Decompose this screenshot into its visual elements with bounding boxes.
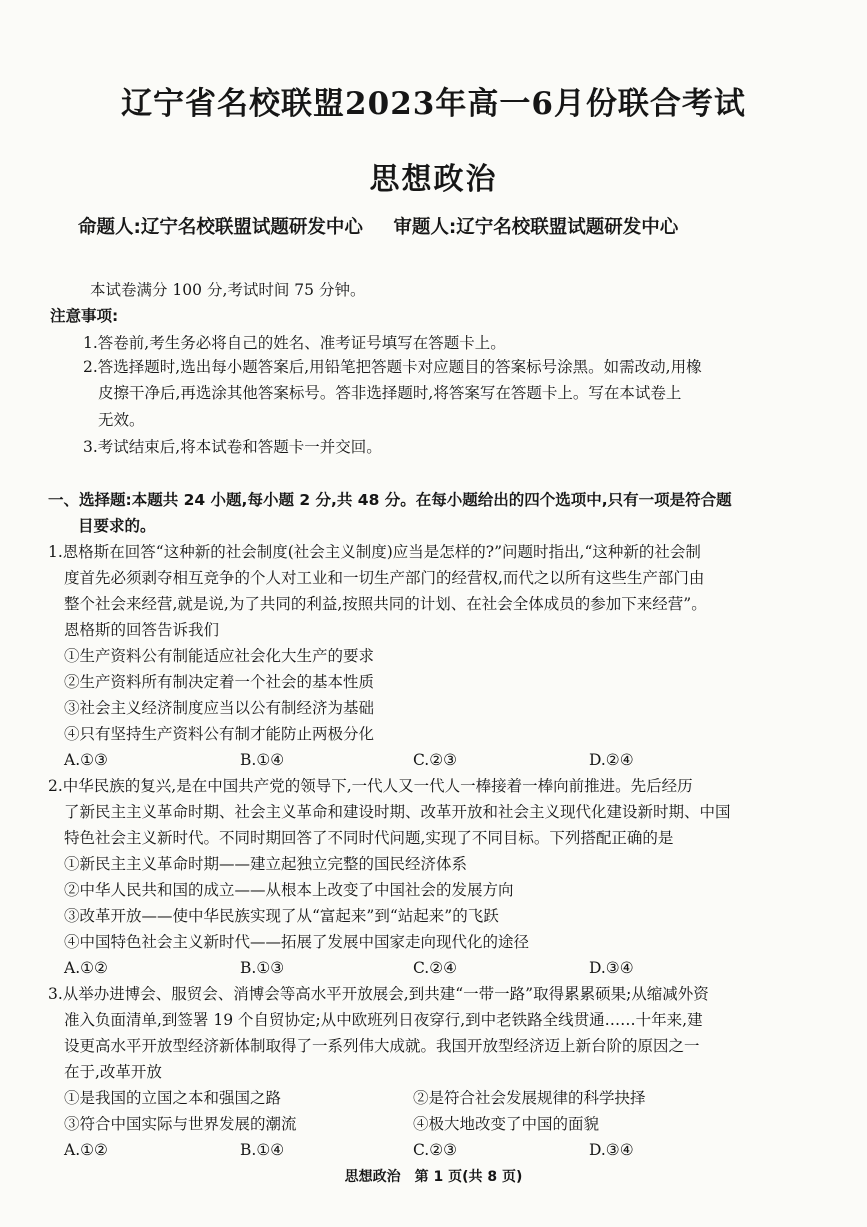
q1-statement-1: ①生产资料公有制能适应社会化大生产的要求 [64, 647, 375, 665]
q1-statement-4: ④只有坚持生产资料公有制才能防止两极分化 [64, 725, 375, 743]
section-heading-line-2: 目要求的。 [78, 517, 156, 535]
q2-stem-line-1: 2.中华民族的复兴,是在中国共产党的领导下,一代人又一代人一棒接着一棒向前推进。先后经历 [48, 777, 693, 795]
reviewer-text: 审题人:辽宁名校联盟试题研发中心 [393, 217, 679, 238]
q1-stem-line-3: 整个社会来经营,就是说,为了共同的利益,按照共同的计划、在社会全体成员的参加下来经营”。 [64, 595, 707, 613]
q3-option-b: B.①④ [240, 1141, 285, 1159]
exam-title: 辽宁省名校联盟2023年高一6月份联合考试 [121, 86, 746, 122]
q2-statement-1: ①新民主主义革命时期——建立起独立完整的国民经济体系 [64, 855, 468, 873]
note-3: 3.考试结束后,将本试卷和答题卡一并交回。 [83, 438, 382, 456]
q3-option-a: A.①② [64, 1141, 108, 1159]
note-1: 1.答卷前,考生务必将自己的姓名、准考证号填写在答题卡上。 [83, 334, 506, 352]
q1-option-c: C.②③ [413, 751, 458, 769]
section-heading-line-1: 一、选择题:本题共 24 小题,每小题 2 分,共 48 分。在每小题给出的四个选项中,只有一项是符合题 [48, 491, 732, 509]
q1-option-a: A.①③ [64, 751, 108, 769]
score-time-text: 本试卷满分 100 分,考试时间 75 分钟。 [90, 281, 366, 299]
q1-option-b: B.①④ [240, 751, 285, 769]
q3-option-d: D.③④ [589, 1141, 634, 1159]
note-2-line-2: 皮擦干净后,再选涂其他答案标号。答非选择题时,将答案写在答题卡上。写在本试卷上 [98, 384, 682, 402]
note-2-line-3: 无效。 [98, 411, 145, 429]
author-text: 命题人:辽宁名校联盟试题研发中心 [78, 217, 363, 238]
q2-stem-line-2: 了新民主主义革命时期、社会主义革命和建设时期、改革开放和社会主义现代化建设新时期、中国 [64, 803, 731, 821]
q3-statement-3: ③符合中国实际与世界发展的潮流 [64, 1115, 297, 1133]
q3-statement-1: ①是我国的立国之本和强国之路 [64, 1089, 282, 1107]
q2-option-b: B.①③ [240, 959, 285, 977]
q3-stem-line-4: 在于,改革开放 [64, 1063, 162, 1081]
q2-option-a: A.①② [64, 959, 108, 977]
q3-stem-line-1: 3.从举办进博会、服贸会、消博会等高水平开放展会,到共建“一带一路”取得累累硕果;从缩减外资 [48, 985, 709, 1003]
q2-statement-2: ②中华人民共和国的成立——从根本上改变了中国社会的发展方向 [64, 881, 514, 899]
q3-statement-2: ②是符合社会发展规律的科学抉择 [413, 1089, 646, 1107]
q3-stem-line-2: 准入负面清单,到签署 19 个自贸协定;从中欧班列日夜穿行,到中老铁路全线贯通……十年来,建 [64, 1011, 703, 1029]
q1-stem-line-2: 度首先必须剥夺相互竞争的个人对工业和一切生产部门的经营权,而代之以所有这些生产部门由 [64, 569, 705, 587]
note-2-line-1: 2.答选择题时,选出每小题答案后,用铅笔把答题卡对应题目的答案标号涂黑。如需改动,用橡 [83, 358, 702, 376]
q1-stem-line-1: 1.恩格斯在回答“这种新的社会制度(社会主义制度)应当是怎样的?”问题时指出,“这种新的社会制 [48, 543, 701, 561]
q1-option-d: D.②④ [589, 751, 634, 769]
q2-statement-4: ④中国特色社会主义新时代——拓展了发展中国家走向现代化的途径 [64, 933, 530, 951]
q1-statement-2: ②生产资料所有制决定着一个社会的基本性质 [64, 673, 375, 691]
q1-stem-line-4: 恩格斯的回答告诉我们 [64, 621, 220, 639]
q3-option-c: C.②③ [413, 1141, 458, 1159]
subject-title: 思想政治 [369, 162, 498, 197]
page-footer: 思想政治 第 1 页(共 8 页) [344, 1169, 523, 1185]
q1-statement-3: ③社会主义经济制度应当以公有制经济为基础 [64, 699, 375, 717]
authors-line [78, 213, 702, 239]
q2-option-d: D.③④ [589, 959, 634, 977]
q2-option-c: C.②④ [413, 959, 458, 977]
notes-heading: 注意事项: [50, 307, 119, 325]
q2-stem-line-3: 特色社会主义新时代。不同时期回答了不同时代问题,实现了不同目标。下列搭配正确的是 [64, 829, 674, 847]
q2-statement-3: ③改革开放——使中华民族实现了从“富起来”到“站起来”的飞跃 [64, 907, 499, 925]
q3-statement-4: ④极大地改变了中国的面貌 [413, 1115, 600, 1133]
q3-stem-line-3: 设更高水平开放型经济新体制取得了一系列伟大成就。我国开放型经济迈上新台阶的原因之一 [64, 1037, 700, 1055]
